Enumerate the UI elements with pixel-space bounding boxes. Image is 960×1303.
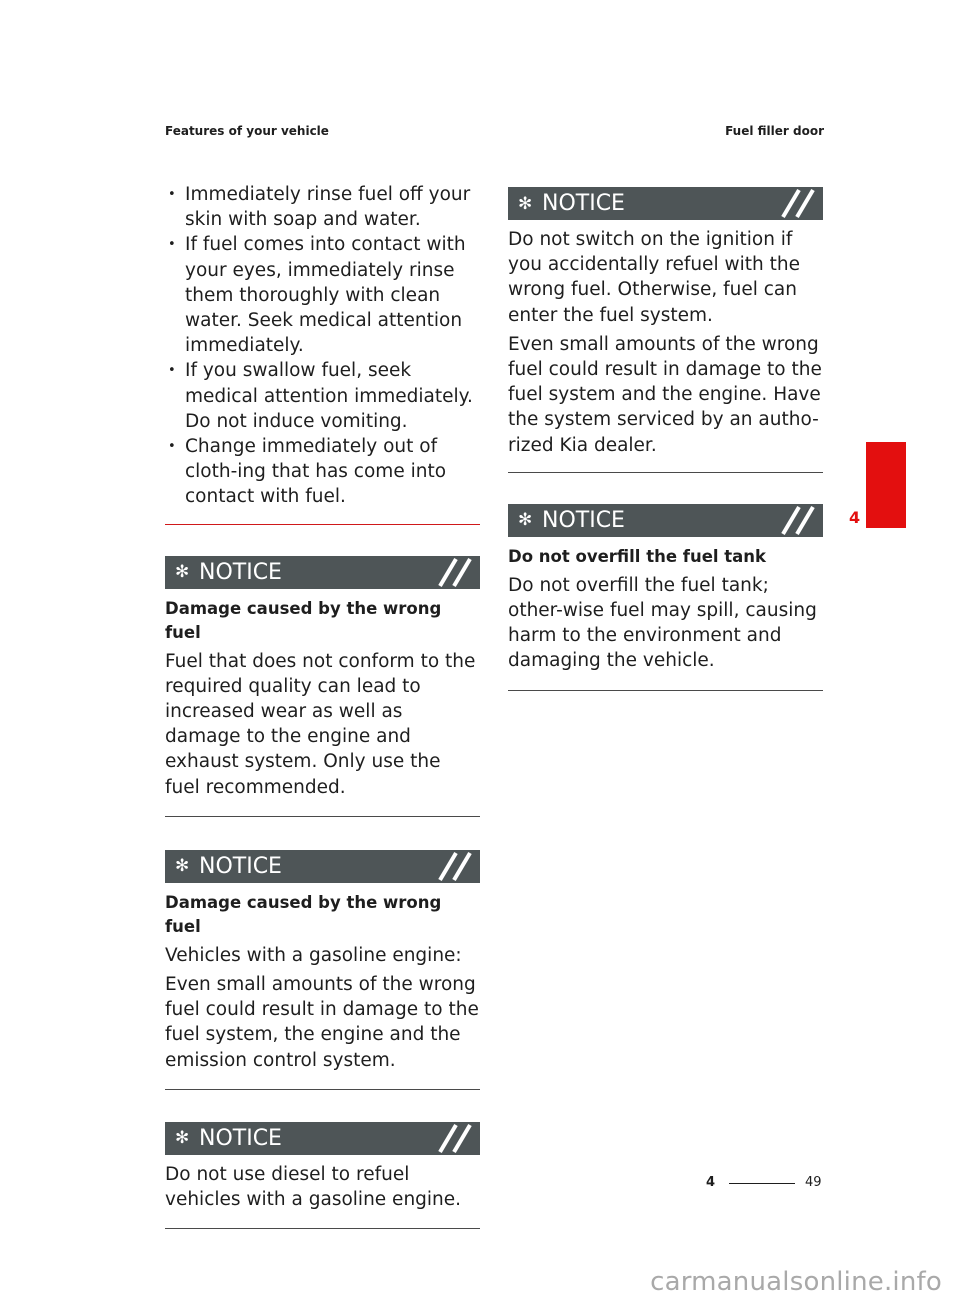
notice-paragraph: Vehicles with a gasoline engine: bbox=[165, 944, 462, 966]
asterisk-icon: ✻ bbox=[175, 856, 190, 877]
notice-paragraph: Do not switch on the ignition if you accidentally refuel with the wrong fuel. Otherwise, fuel can enter the fuel system. bbox=[508, 229, 800, 326]
double-slash-icon bbox=[436, 1122, 476, 1155]
warning-end-rule bbox=[165, 524, 480, 525]
double-slash-icon bbox=[436, 556, 476, 589]
notice-end-rule bbox=[165, 1228, 480, 1229]
notice-label: NOTICE bbox=[199, 853, 282, 879]
notice-box bbox=[508, 504, 823, 691]
bullet-item: • If fuel comes into contact with your eyes, immediately rinse them thoroughly with clean water. Seek medical attention immediately. bbox=[165, 232, 480, 358]
notice-header-bar bbox=[165, 850, 480, 883]
right-column bbox=[508, 187, 823, 691]
notice-label: NOTICE bbox=[199, 559, 282, 585]
chapter-tab-number: 4 bbox=[849, 508, 861, 527]
bullet-item: • Immediately rinse fuel off your skin with soap and water. bbox=[165, 182, 480, 232]
notice-header-bar bbox=[165, 1122, 480, 1155]
notice-header-bar bbox=[508, 187, 823, 220]
notice-paragraph: Fuel that does not conform to the required quality can lead to increased wear as well as damage to the engine and exhaust system. Only use the fuel recommended. bbox=[165, 650, 476, 798]
notice-end-rule bbox=[165, 816, 480, 817]
bullet-item: • If you swallow fuel, seek medical attention immediately. Do not induce vomiting. bbox=[165, 358, 480, 434]
notice-header-bar bbox=[165, 556, 480, 589]
warning-bullet-list bbox=[165, 182, 480, 510]
page-number: 49 bbox=[805, 1175, 822, 1190]
asterisk-icon: ✻ bbox=[518, 193, 533, 214]
double-slash-icon bbox=[779, 504, 819, 537]
asterisk-icon: ✻ bbox=[518, 510, 533, 531]
notice-end-rule bbox=[508, 690, 823, 691]
notice-box bbox=[508, 187, 823, 473]
notice-end-rule bbox=[508, 472, 823, 473]
notice-header-bar bbox=[508, 504, 823, 537]
notice-paragraph: Do not overfill the fuel tank; other-wise fuel may spill, causing harm to the environment and damaging the vehicle. bbox=[508, 574, 817, 672]
notice-label: NOTICE bbox=[542, 507, 625, 533]
asterisk-icon: ✻ bbox=[175, 562, 190, 583]
notice-box bbox=[165, 1122, 480, 1229]
left-column bbox=[165, 182, 480, 1229]
notice-title: Damage caused by the wrong fuel bbox=[165, 892, 442, 936]
notice-title: Do not overfill the fuel tank bbox=[508, 546, 767, 566]
notice-title: Damage caused by the wrong fuel bbox=[165, 598, 442, 642]
asterisk-icon: ✻ bbox=[175, 1128, 190, 1149]
double-slash-icon bbox=[436, 850, 476, 883]
footer-chapter-number: 4 bbox=[706, 1175, 716, 1190]
notice-label: NOTICE bbox=[199, 1125, 282, 1151]
notice-box bbox=[165, 556, 480, 817]
chapter-tab bbox=[866, 442, 906, 528]
notice-paragraph: Even small amounts of the wrong fuel could result in damage to the fuel system, the engine and the emission control system. bbox=[165, 974, 479, 1071]
running-header-topic: Fuel filler door bbox=[725, 124, 824, 138]
notice-box bbox=[165, 850, 480, 1090]
bullet-item: • Change immediately out of cloth-ing that has come into contact with fuel. bbox=[165, 434, 480, 510]
running-header-section: Features of your vehicle bbox=[165, 124, 329, 138]
footer-divider bbox=[729, 1183, 795, 1184]
notice-label: NOTICE bbox=[542, 191, 625, 216]
notice-paragraph: Do not use diesel to refuel vehicles with a gasoline engine. bbox=[165, 1163, 462, 1211]
double-slash-icon bbox=[779, 187, 819, 220]
notice-end-rule bbox=[165, 1089, 480, 1090]
site-watermark: carmanualsonline.info bbox=[650, 1267, 942, 1297]
notice-paragraph: Even small amounts of the wrong fuel could result in damage to the fuel system and the engine. Have the system serviced by an autho-rized Kia dealer. bbox=[508, 333, 822, 456]
